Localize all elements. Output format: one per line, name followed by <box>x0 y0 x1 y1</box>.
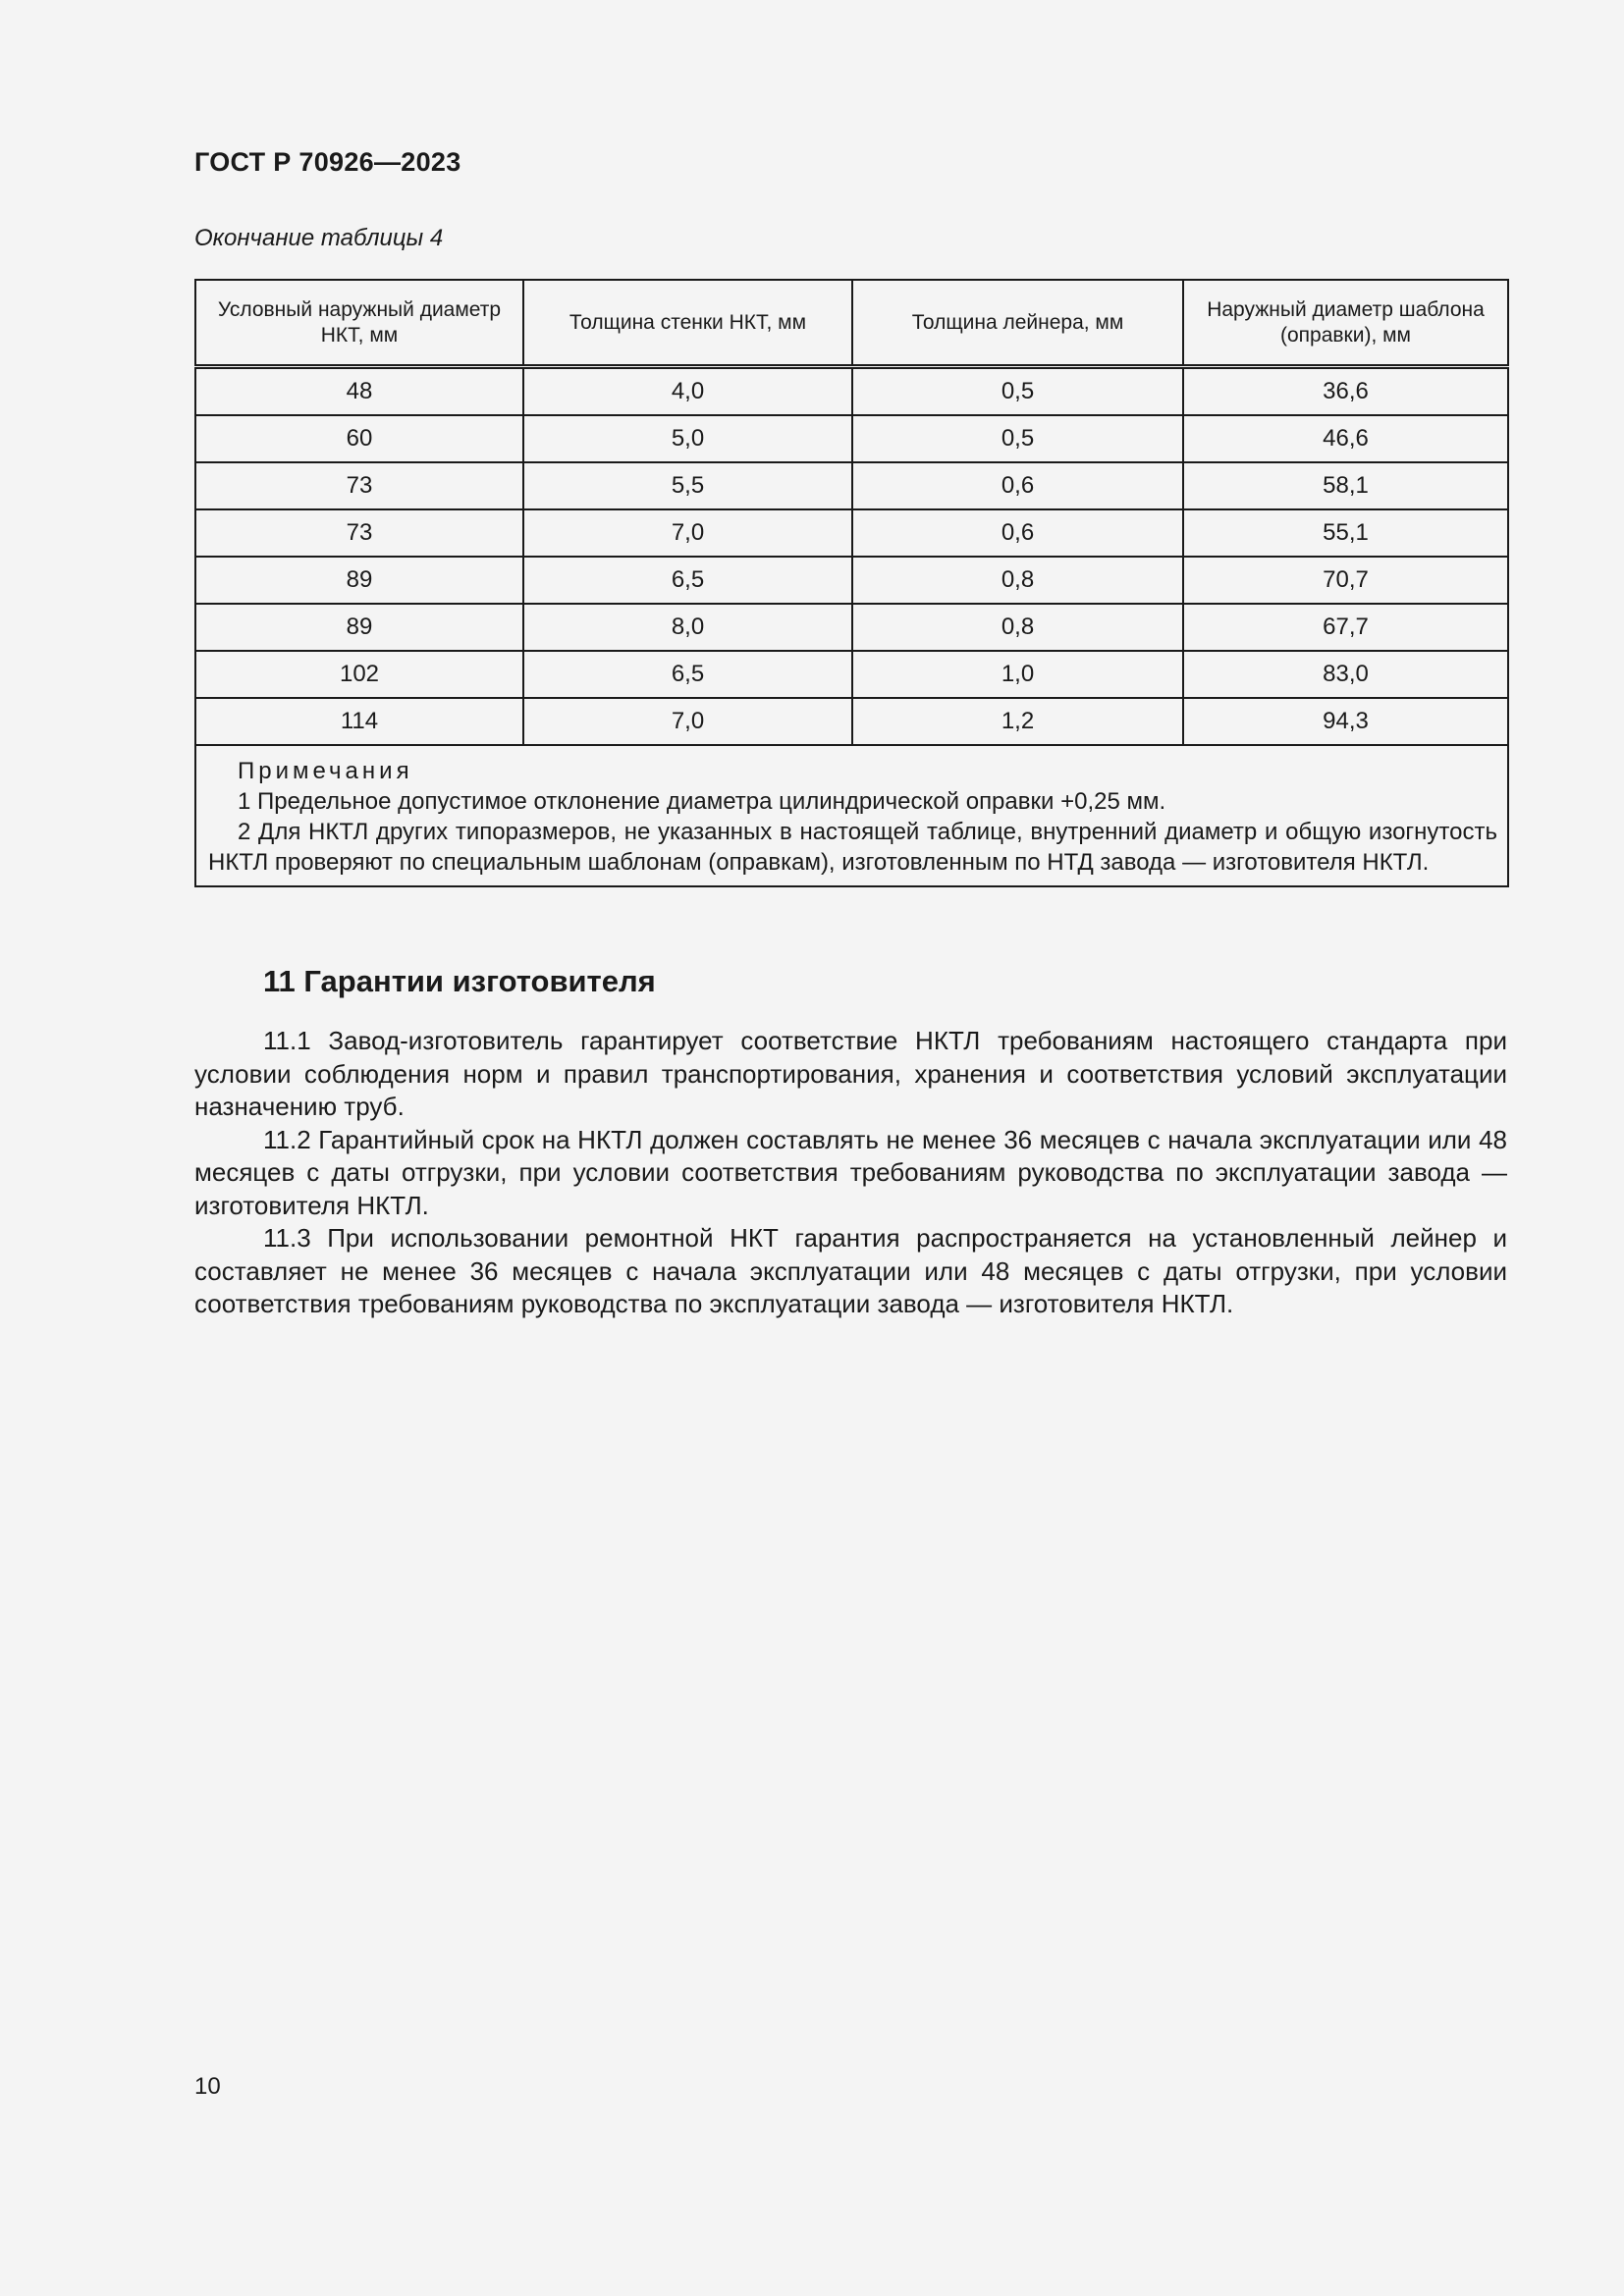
table-cell: 114 <box>195 698 523 745</box>
column-header-wall-thickness: Толщина стенки НКТ, мм <box>523 280 852 367</box>
data-table <box>194 279 1509 887</box>
paragraph: 11.2 Гарантийный срок на НКТЛ должен составлять не менее 36 месяцев с начала эксплуатации или 48 месяцев с даты отгрузки, при условии соответствия требованиям руководства по эксплуатации завода — изготовителя НКТЛ. <box>194 1124 1507 1220</box>
table-notes <box>195 745 1508 886</box>
paragraph: 11.1 Завод-изготовитель гарантирует соответствие НКТЛ требованиям настоящего стандарта при условии соблюдения норм и правил транспортирования, хранения и соответствия условий эксплуатации назначению труб. <box>194 1026 1507 1121</box>
table-row <box>195 415 1508 462</box>
table-cell: 0,6 <box>852 462 1183 509</box>
column-header-template-diameter: Наружный диаметр шаблона (оправки), мм <box>1183 280 1508 367</box>
table-cell: 5,0 <box>523 415 852 462</box>
table-row <box>195 604 1508 651</box>
notes-title: Примечания <box>238 758 413 784</box>
table-cell: 0,6 <box>852 509 1183 557</box>
table-cell: 5,5 <box>523 462 852 509</box>
table-row <box>195 509 1508 557</box>
table-cell: 48 <box>195 367 523 416</box>
table-cell: 0,5 <box>852 367 1183 416</box>
table-cell: 55,1 <box>1183 509 1508 557</box>
table-cell: 58,1 <box>1183 462 1508 509</box>
table-cell: 0,5 <box>852 415 1183 462</box>
table-cell: 67,7 <box>1183 604 1508 651</box>
note-item: 1 Предельное допустимое отклонение диаметра цилиндрической оправки +0,25 мм. <box>238 788 1166 815</box>
table-cell: 60 <box>195 415 523 462</box>
table-cell: 1,2 <box>852 698 1183 745</box>
table-row <box>195 698 1508 745</box>
table-row <box>195 367 1508 416</box>
table-cell: 73 <box>195 509 523 557</box>
table-cell: 70,7 <box>1183 557 1508 604</box>
table-notes-row <box>195 745 1508 886</box>
table-cell: 89 <box>195 557 523 604</box>
table-cell: 7,0 <box>523 698 852 745</box>
table-cell: 73 <box>195 462 523 509</box>
table-row <box>195 651 1508 698</box>
section-title: 11 Гарантии изготовителя <box>263 964 656 998</box>
table-row <box>195 462 1508 509</box>
table-cell: 94,3 <box>1183 698 1508 745</box>
table-cell: 8,0 <box>523 604 852 651</box>
table-cell: 0,8 <box>852 604 1183 651</box>
table-cell: 89 <box>195 604 523 651</box>
table-header-row <box>195 280 1508 367</box>
page-number: 10 <box>194 2073 221 2100</box>
table-cell: 6,5 <box>523 557 852 604</box>
document-header: ГОСТ Р 70926—2023 <box>194 147 461 177</box>
table-cell: 6,5 <box>523 651 852 698</box>
table-cell: 4,0 <box>523 367 852 416</box>
paragraph: 11.3 При использовании ремонтной НКТ гарантия распространяется на установленный лейнер и составляет не менее 36 месяцев с начала эксплуатации или 48 месяцев с даты отгрузки, при условии соответствия требованиям руководства по эксплуатации завода — изготовителя НКТЛ. <box>194 1223 1507 1318</box>
table-cell: 36,6 <box>1183 367 1508 416</box>
section-body <box>194 1025 1507 1321</box>
table-cell: 1,0 <box>852 651 1183 698</box>
column-header-liner-thickness: Толщина лейнера, мм <box>852 280 1183 367</box>
note-item: 2 Для НКТЛ других типоразмеров, не указанных в настоящей таблице, внутренний диаметр и общую изогнутость НКТЛ проверяют по специальным шаблонам (оправкам), изготовленным по НТД завода — изготовителя НКТЛ. <box>208 819 1497 876</box>
table-row <box>195 557 1508 604</box>
table-cell: 0,8 <box>852 557 1183 604</box>
table-cell: 7,0 <box>523 509 852 557</box>
table-cell: 83,0 <box>1183 651 1508 698</box>
table-cell: 102 <box>195 651 523 698</box>
column-header-outer-diameter: Условный наружный диаметр НКТ, мм <box>195 280 523 367</box>
table-caption: Окончание таблицы 4 <box>194 225 444 251</box>
table-cell: 46,6 <box>1183 415 1508 462</box>
